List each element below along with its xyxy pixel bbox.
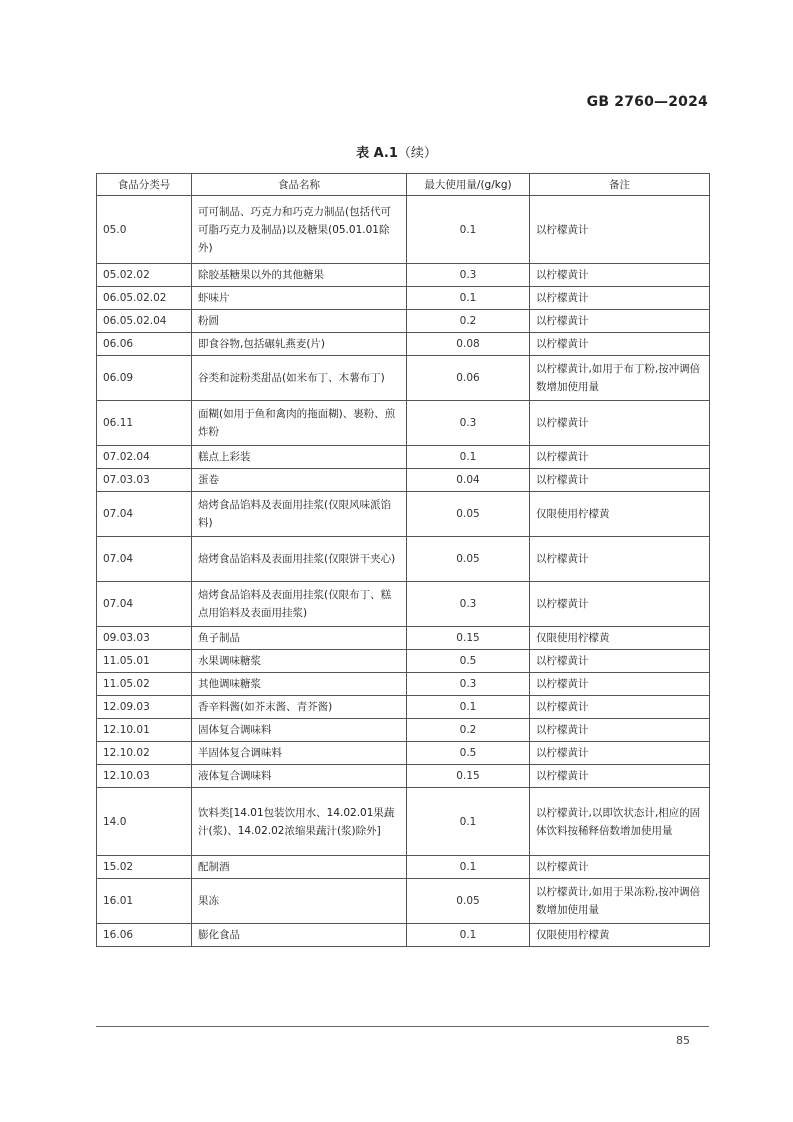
remark: 以柠檬黄计 (530, 582, 710, 627)
table-row (97, 537, 710, 582)
table-row (97, 627, 710, 650)
food-name: 虾味片 (192, 287, 407, 310)
food-name: 焙烤食品馅料及表面用挂浆(仅限布丁、糕点用馅料及表面用挂浆) (192, 582, 407, 627)
remark: 以柠檬黄计 (530, 650, 710, 673)
table-row (97, 196, 710, 264)
food-category-code: 05.02.02 (97, 264, 192, 287)
column-header-note: 备注 (530, 174, 710, 196)
remark: 以柠檬黄计 (530, 264, 710, 287)
food-category-code: 06.05.02.04 (97, 310, 192, 333)
max-usage: 0.5 (407, 650, 530, 673)
food-category-code: 07.04 (97, 537, 192, 582)
additive-table-container (96, 173, 709, 947)
remark: 以柠檬黄计 (530, 856, 710, 879)
food-category-code: 12.09.03 (97, 696, 192, 719)
table-row (97, 924, 710, 947)
remark: 以柠檬黄计 (530, 719, 710, 742)
max-usage: 0.1 (407, 924, 530, 947)
max-usage: 0.3 (407, 673, 530, 696)
food-category-code: 11.05.01 (97, 650, 192, 673)
food-name: 液体复合调味料 (192, 765, 407, 788)
food-category-code: 14.0 (97, 788, 192, 856)
food-name: 焙烤食品馅料及表面用挂浆(仅限饼干夹心) (192, 537, 407, 582)
max-usage: 0.1 (407, 856, 530, 879)
food-category-code: 09.03.03 (97, 627, 192, 650)
remark: 以柠檬黄计 (530, 196, 710, 264)
food-name: 除胶基糖果以外的其他糖果 (192, 264, 407, 287)
remark: 以柠檬黄计,如用于果冻粉,按冲调倍数增加使用量 (530, 879, 710, 924)
max-usage: 0.06 (407, 356, 530, 401)
food-category-code: 16.01 (97, 879, 192, 924)
max-usage: 0.05 (407, 537, 530, 582)
standard-number: GB 2760—2024 (586, 94, 708, 110)
food-name: 面糊(如用于鱼和禽肉的拖面糊)、裹粉、煎炸粉 (192, 401, 407, 446)
table-row (97, 650, 710, 673)
food-name: 即食谷物,包括碾轧燕麦(片) (192, 333, 407, 356)
max-usage: 0.3 (407, 582, 530, 627)
remark: 仅限使用柠檬黄 (530, 924, 710, 947)
food-category-code: 06.06 (97, 333, 192, 356)
remark: 以柠檬黄计 (530, 333, 710, 356)
food-category-code: 07.03.03 (97, 469, 192, 492)
food-name: 鱼子制品 (192, 627, 407, 650)
remark: 以柠檬黄计 (530, 401, 710, 446)
table-row (97, 446, 710, 469)
table-row (97, 742, 710, 765)
max-usage: 0.05 (407, 492, 530, 537)
food-category-code: 07.04 (97, 582, 192, 627)
table-row (97, 401, 710, 446)
max-usage: 0.1 (407, 287, 530, 310)
table-row (97, 287, 710, 310)
table-row (97, 856, 710, 879)
max-usage: 0.15 (407, 765, 530, 788)
food-name: 其他调味糖浆 (192, 673, 407, 696)
food-name: 果冻 (192, 879, 407, 924)
food-category-code: 15.02 (97, 856, 192, 879)
max-usage: 0.04 (407, 469, 530, 492)
table-header-row (97, 174, 710, 196)
table-row (97, 879, 710, 924)
page-number: 85 (676, 1034, 690, 1047)
remark: 以柠檬黄计,以即饮状态计,相应的固体饮料按稀释倍数增加使用量 (530, 788, 710, 856)
food-name: 配制酒 (192, 856, 407, 879)
food-name: 水果调味糖浆 (192, 650, 407, 673)
food-name: 可可制品、巧克力和巧克力制品(包括代可可脂巧克力及制品)以及糖果(05.01.01除外) (192, 196, 407, 264)
food-name: 香辛料酱(如芥末酱、青芥酱) (192, 696, 407, 719)
remark: 以柠檬黄计 (530, 446, 710, 469)
max-usage: 0.3 (407, 401, 530, 446)
table-row (97, 356, 710, 401)
food-category-code: 06.11 (97, 401, 192, 446)
remark: 以柠檬黄计 (530, 696, 710, 719)
max-usage: 0.05 (407, 879, 530, 924)
remark: 以柠檬黄计 (530, 673, 710, 696)
food-name: 谷类和淀粉类甜品(如米布丁、木薯布丁) (192, 356, 407, 401)
remark: 以柠檬黄计 (530, 310, 710, 333)
table-row (97, 492, 710, 537)
table-caption (0, 142, 793, 161)
food-name: 粉圆 (192, 310, 407, 333)
food-category-code: 07.02.04 (97, 446, 192, 469)
food-name: 焙烤食品馅料及表面用挂浆(仅限风味派馅料) (192, 492, 407, 537)
table-row (97, 673, 710, 696)
additive-usage-table (96, 173, 710, 947)
table-title: 表 A.1 (356, 146, 398, 161)
table-row (97, 788, 710, 856)
food-category-code: 06.09 (97, 356, 192, 401)
remark: 仅限使用柠檬黄 (530, 627, 710, 650)
table-row (97, 696, 710, 719)
max-usage: 0.5 (407, 742, 530, 765)
column-header-max: 最大使用量/(g/kg) (407, 174, 530, 196)
remark: 以柠檬黄计 (530, 287, 710, 310)
max-usage: 0.3 (407, 264, 530, 287)
max-usage: 0.15 (407, 627, 530, 650)
food-name: 半固体复合调味料 (192, 742, 407, 765)
max-usage: 0.1 (407, 696, 530, 719)
max-usage: 0.1 (407, 788, 530, 856)
max-usage: 0.08 (407, 333, 530, 356)
max-usage: 0.2 (407, 310, 530, 333)
remark: 以柠檬黄计,如用于布丁粉,按冲调倍数增加使用量 (530, 356, 710, 401)
column-header-code: 食品分类号 (97, 174, 192, 196)
remark: 以柠檬黄计 (530, 537, 710, 582)
food-category-code: 05.0 (97, 196, 192, 264)
table-row (97, 582, 710, 627)
remark: 仅限使用柠檬黄 (530, 492, 710, 537)
remark: 以柠檬黄计 (530, 765, 710, 788)
max-usage: 0.1 (407, 196, 530, 264)
table-row (97, 310, 710, 333)
max-usage: 0.1 (407, 446, 530, 469)
table-continued-label: （续） (397, 146, 437, 161)
table-row (97, 469, 710, 492)
food-name: 饮料类[14.01包装饮用水、14.02.01果蔬汁(浆)、14.02.02浓缩果蔬汁(浆)除外] (192, 788, 407, 856)
remark: 以柠檬黄计 (530, 469, 710, 492)
table-row (97, 765, 710, 788)
table-row (97, 719, 710, 742)
food-category-code: 12.10.03 (97, 765, 192, 788)
remark: 以柠檬黄计 (530, 742, 710, 765)
food-category-code: 06.05.02.02 (97, 287, 192, 310)
food-name: 膨化食品 (192, 924, 407, 947)
table-row (97, 264, 710, 287)
food-category-code: 16.06 (97, 924, 192, 947)
food-category-code: 12.10.01 (97, 719, 192, 742)
column-header-name: 食品名称 (192, 174, 407, 196)
table-row (97, 333, 710, 356)
food-name: 糕点上彩装 (192, 446, 407, 469)
food-category-code: 07.04 (97, 492, 192, 537)
food-name: 蛋卷 (192, 469, 407, 492)
footer-divider (96, 1026, 709, 1027)
food-name: 固体复合调味料 (192, 719, 407, 742)
food-category-code: 11.05.02 (97, 673, 192, 696)
food-category-code: 12.10.02 (97, 742, 192, 765)
max-usage: 0.2 (407, 719, 530, 742)
